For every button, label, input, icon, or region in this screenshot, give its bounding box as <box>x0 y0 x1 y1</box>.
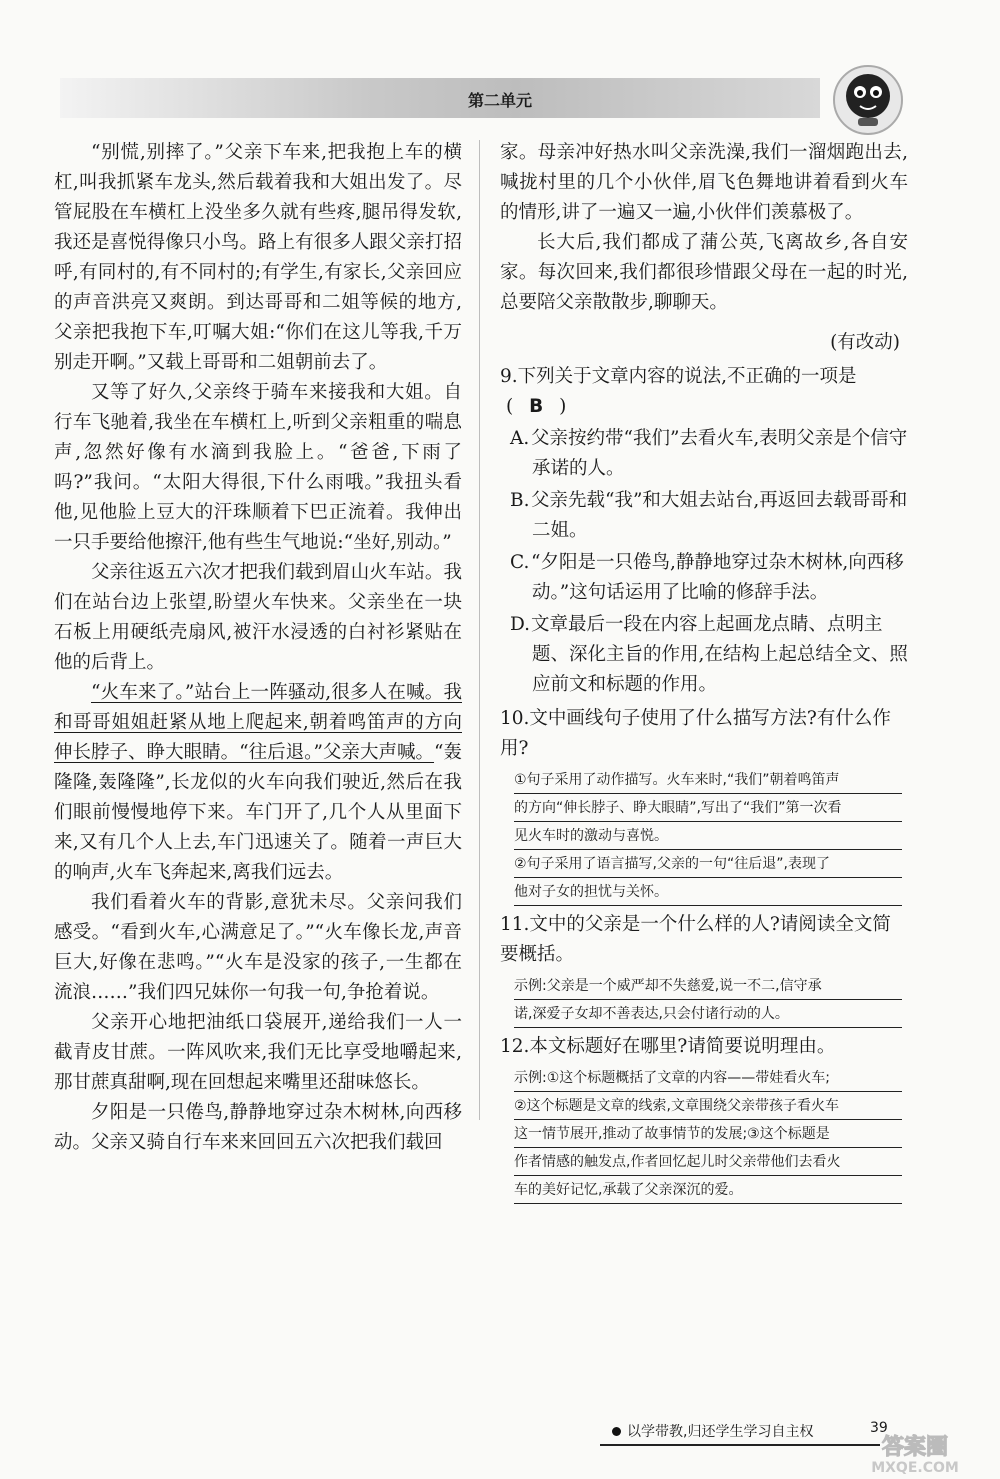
footer-slogan: 以学带教,归还学生学习自主权 <box>612 1418 862 1444</box>
paragraph: 父亲往返五六次才把我们载到眉山火车站。我们在站台边上张望,盼望火车快来。父亲坐在一块石板上用硬纸壳扇风,被汗水浸透的白衬衫紧贴在他的后背上。 <box>54 562 462 673</box>
answer-line: 示例:①这个标题概括了文章的内容——带娃看火车; <box>514 1066 902 1092</box>
unit-title: 第二单元 <box>467 91 532 110</box>
answer-block <box>514 1066 908 1204</box>
question-10 <box>500 704 908 906</box>
paragraph: 夕阳是一只倦鸟,静静地穿过杂木树林,向西移动。父亲又骑自行车来来回回五六次把我们载回 <box>54 1102 462 1153</box>
choice-answer: B <box>529 396 544 417</box>
mascot-logo <box>828 60 908 140</box>
watermark-bottom: MXQE.COM <box>871 1460 959 1476</box>
answer-line: 诺,深爱子女却不善表达,只会付诸行动的人。 <box>514 1002 902 1028</box>
paragraph-with-underline <box>54 678 462 888</box>
answer-line: 示例:父亲是一个威严却不失慈爱,说一不二,信守承 <box>514 974 902 1000</box>
answer-line: 见火车时的激动与喜悦。 <box>514 824 902 850</box>
question-stem: 9.下列关于文章内容的说法,不正确的一项是 <box>500 366 857 387</box>
left-column <box>54 138 462 1158</box>
underlined-sentence: “火车来了。”站台上一阵骚动,很多人在喊。我和哥哥姐姐赶紧从地上爬起来,朝着鸣笛声的方向伸长脖子、睁大眼睛。“往后退。”父亲大声喊。 <box>54 682 462 763</box>
right-column <box>500 138 908 1208</box>
option-b: B.父亲先载“我”和大姐去站台,再返回去载哥哥和二姐。 <box>510 490 908 541</box>
page-number: 39 <box>870 1420 888 1436</box>
answer-line: 这一情节展开,推动了故事情节的发展;③这个标题是 <box>514 1122 902 1148</box>
answer-block <box>514 974 908 1028</box>
paragraph: 我们看着火车的背影,意犹未尽。父亲问我们感受。“看到火车,心满意足了。”“火车像长龙,声音巨大,好像在悲鸣。”“火车是没家的孩子,一生都在流浪……”我们四兄妹你一句我一句,争抢着说。 <box>54 892 462 1003</box>
answer-line: 车的美好记忆,承载了父亲深沉的爱。 <box>514 1178 902 1204</box>
paragraph: 长大后,我们都成了蒲公英,飞离故乡,各自安家。每次回来,我们都很珍惜跟父母在一起的时光,总要陪父亲散散步,聊聊天。 <box>500 232 908 313</box>
question-stem: 11.文中的父亲是一个什么样的人?请阅读全文简要概括。 <box>500 914 891 965</box>
question-12 <box>500 1032 908 1204</box>
paragraph: 又等了好久,父亲终于骑车来接我和大姐。自行车飞驰着,我坐在车横杠上,听到父亲粗重的喘息声,忽然好像有水滴到我脸上。“爸爸,下雨了吗?”我问。“太阳大得很,下什么雨哦。”我扭头看他,见他脸上豆大的汗珠顺着下巴正流着。我伸出一只手要给他擦汗,他有些生气地说:“坐好,别动。” <box>54 382 462 553</box>
question-stem: 10.文中画线句子使用了什么描写方法?有什么作用? <box>500 708 891 759</box>
option-d: D.文章最后一段在内容上起画龙点睛、点明主题、深化主旨的作用,在结构上起总结全文、照应前文和标题的作用。 <box>510 614 908 695</box>
question-stem: 12.本文标题好在哪里?请简要说明理由。 <box>500 1036 836 1057</box>
answer-line: 的方向“伸长脖子、睁大眼睛”,写出了“我们”第一次看 <box>514 796 902 822</box>
watermark-top: 答案圈 <box>881 1435 949 1460</box>
answer-line: 他对子女的担忧与关怀。 <box>514 880 902 906</box>
paragraph: 父亲开心地把油纸口袋展开,递给我们一人一截青皮甘蔗。一阵风吹来,我们无比享受地嚼起来,那甘蔗真甜啊,现在回想起来嘴里还甜味悠长。 <box>54 1012 462 1093</box>
answer-line: ②句子采用了语言描写,父亲的一句“往后退”,表现了 <box>514 852 902 878</box>
answer-line: 作者情感的触发点,作者回忆起儿时父亲带他们去看火 <box>514 1150 902 1176</box>
paragraph: “别慌,别摔了。”父亲下车来,把我抱上车的横杠,叫我抓紧车龙头,然后载着我和大姐出发了。尽管屁股在车横杠上没坐多久就有些疼,腿吊得发软,我还是喜悦得像只小鸟。路上有很多人跟父亲打招呼,有同村的,有不同村的;有学生,有家长,父亲回应的声音洪亮又爽朗。到达哥哥和二姐等候的地方,父亲把我抱下车,叮嘱大姐:“你们在这儿等我,千万别走开啊。”又载上哥哥和二姐朝前去了。 <box>54 142 462 373</box>
source-note: (有改动) <box>830 332 900 353</box>
bullet-icon <box>612 1427 621 1436</box>
answer-bracket: ( B ) <box>506 396 567 417</box>
answer-line: ②这个标题是文章的线索,文章围绕父亲带孩子看火车 <box>514 1094 902 1120</box>
paragraph-tail: “轰隆隆,轰隆隆”,长龙似的火车向我们驶近,然后在我们眼前慢慢地停下来。车门开了,几个人从里面下来,又有几个人上去,车门迅速关了。随着一声巨大的响声,火车飞奔起来,离我们远去。 <box>54 742 462 883</box>
answer-block <box>514 768 908 906</box>
answer-line: ①句子采用了动作描写。火车来时,“我们”朝着鸣笛声 <box>514 768 902 794</box>
option-a: A.父亲按约带“我们”去看火车,表明父亲是个信守承诺的人。 <box>510 428 908 479</box>
column-divider <box>479 140 480 1120</box>
option-c: C.“夕阳是一只倦鸟,静静地穿过杂木树林,向西移动。”这句话运用了比喻的修辞手法。 <box>510 552 904 603</box>
question-9 <box>500 362 908 700</box>
paragraph: 家。母亲冲好热水叫父亲洗澡,我们一溜烟跑出去,喊拢村里的几个小伙伴,眉飞色舞地讲着看到火车的情形,讲了一遍又一遍,小伙伴们羡慕极了。 <box>500 142 908 223</box>
watermark-logo <box>835 1430 995 1476</box>
question-11 <box>500 910 908 1028</box>
